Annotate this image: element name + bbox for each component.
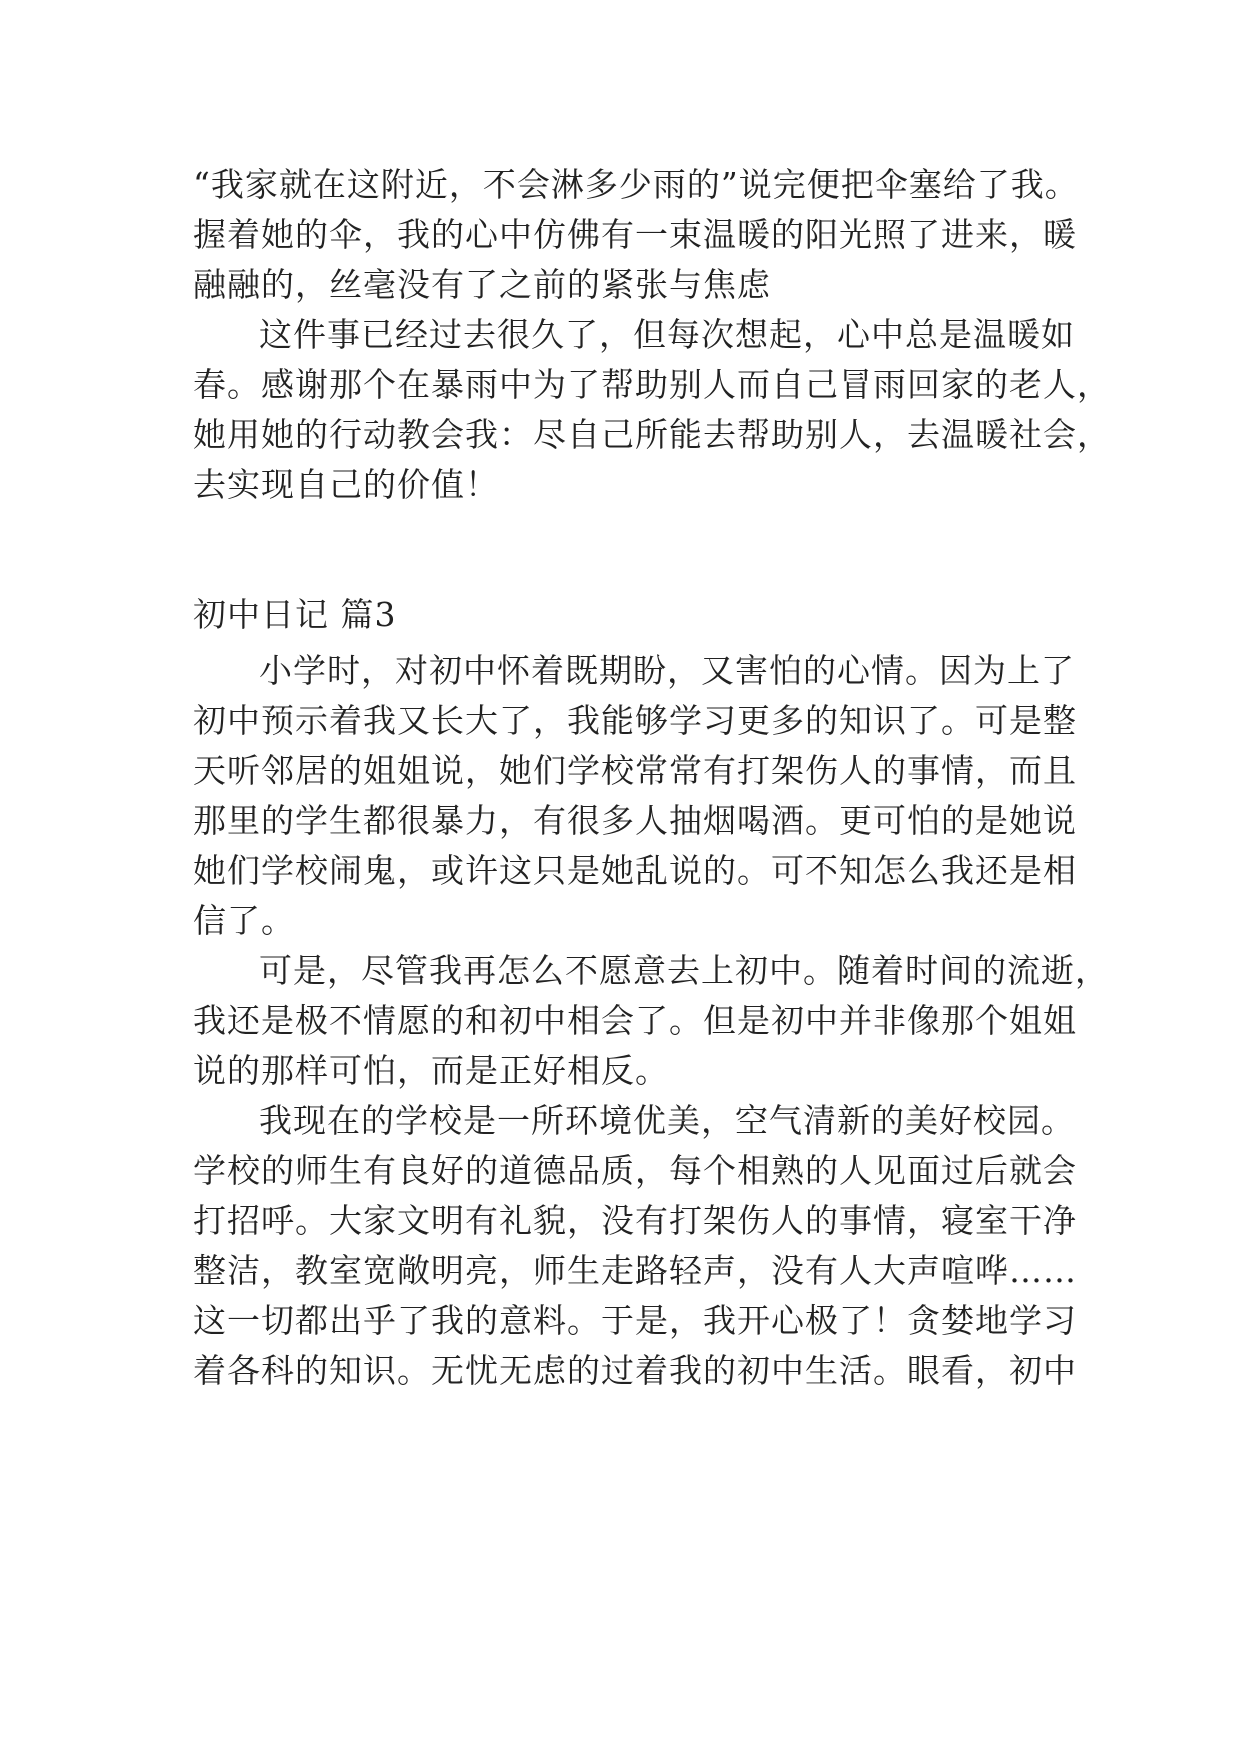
section-spacer: [193, 510, 1063, 590]
document-page: [193, 160, 1111, 1396]
text-line: 着各科的知识。无忧无虑的过着我的初中生活。眼看，初中: [193, 1351, 1077, 1390]
text-line: 春。感谢那个在暴雨中为了帮助别人而自己冒雨回家的老人，: [193, 365, 1111, 404]
section-heading: 初中日记 篇3: [193, 595, 397, 634]
text-line: 初中预示着我又长大了，我能够学习更多的知识了。可是整: [193, 701, 1077, 740]
text-line: 学校的师生有良好的道德品质，每个相熟的人见面过后就会: [193, 1151, 1077, 1190]
text-line: 融融的，丝毫没有了之前的紧张与焦虑: [193, 265, 771, 304]
text-line: “我家就在这附近，不会淋多少雨的”说完便把伞塞给了我。: [193, 165, 1079, 204]
paragraph-b: [193, 310, 1111, 510]
text-line: 说的那样可怕，而是正好相反。: [193, 1051, 669, 1090]
text-line: 小学时，对初中怀着既期盼，又害怕的心情。因为上了: [259, 651, 1075, 690]
text-line: 整洁，教室宽敞明亮，师生走路轻声，没有人大声喧哗……: [193, 1251, 1077, 1290]
text-line: 这一切都出乎了我的意料。于是，我开心极了！贪婪地学习: [193, 1301, 1077, 1340]
paragraph-d: [193, 946, 1109, 1096]
paragraph-e: [193, 1096, 1077, 1396]
text-line: 我还是极不情愿的和初中相会了。但是初中并非像那个姐姐: [193, 1001, 1077, 1040]
text-line: 她用她的行动教会我：尽自己所能去帮助别人，去温暖社会，: [193, 415, 1111, 454]
text-line: 这件事已经过去很久了，但每次想起，心中总是温暖如: [259, 315, 1075, 354]
text-line: 可是，尽管我再怎么不愿意去上初中。随着时间的流逝，: [259, 951, 1109, 990]
text-line: 她们学校闹鬼，或许这只是她乱说的。可不知怎么我还是相: [193, 851, 1077, 890]
text-line: 去实现自己的价值！: [193, 465, 499, 504]
text-line: 天听邻居的姐姐说，她们学校常常有打架伤人的事情，而且: [193, 751, 1077, 790]
text-line: 我现在的学校是一所环境优美，空气清新的美好校园。: [259, 1101, 1075, 1140]
text-line: 那里的学生都很暴力，有很多人抽烟喝酒。更可怕的是她说: [193, 801, 1077, 840]
text-line: 握着她的伞，我的心中仿佛有一束温暖的阳光照了进来，暖: [193, 215, 1077, 254]
paragraph-c: [193, 646, 1077, 946]
text-line: 信了。: [193, 901, 295, 940]
paragraph-a: [193, 160, 1079, 310]
text-line: 打招呼。大家文明有礼貌，没有打架伤人的事情，寝室干净: [193, 1201, 1077, 1240]
